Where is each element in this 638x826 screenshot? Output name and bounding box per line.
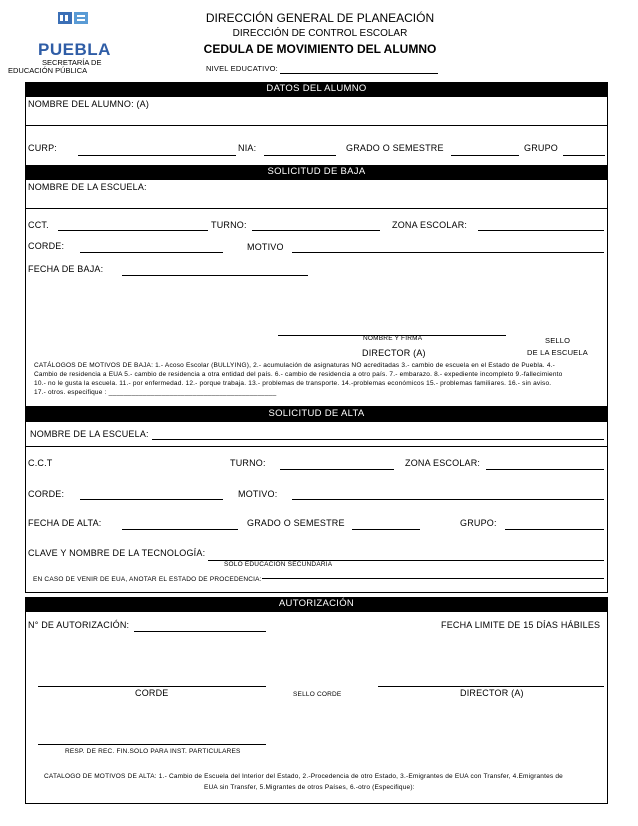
baja-corde-label: CORDE: xyxy=(28,241,65,251)
datos-alumno-bar: DATOS DEL ALUMNO xyxy=(25,82,608,96)
alta-corde-field[interactable] xyxy=(80,499,223,500)
nombre-alumno-label: NOMBRE DEL ALUMNO: (A) xyxy=(28,99,150,109)
baja-motivo-label: MOTIVO xyxy=(247,242,284,252)
corde-firma-field[interactable] xyxy=(38,686,266,687)
alta-corde-label: CORDE: xyxy=(28,489,65,499)
sello-label: SELLO xyxy=(545,336,571,345)
alta-escuela-label: NOMBRE DE LA ESCUELA: xyxy=(30,429,149,439)
title-cedula: CEDULA DE MOVIMIENTO DEL ALUMNO xyxy=(203,42,437,56)
logo-sub2: EDUCACIÓN PÚBLICA xyxy=(8,66,88,75)
grado-label: GRADO O SEMESTRE xyxy=(346,143,444,153)
eua-label: EN CASO DE VENIR DE EUA, ANOTAR EL ESTADO DE PROCEDENCIA: xyxy=(33,576,262,583)
alta-fecha-field[interactable] xyxy=(122,529,238,530)
grupo-label: GRUPO xyxy=(524,143,559,153)
resp-rec-fin-label: RESP. DE REC. FIN.SOLO PARA INST. PARTICULARES xyxy=(65,748,241,755)
alta-escuela-field[interactable] xyxy=(152,439,604,440)
alta-grado-label: GRADO O SEMESTRE xyxy=(247,518,345,528)
grupo-field[interactable] xyxy=(563,155,605,156)
sep-logo xyxy=(8,6,128,74)
baja-motivo-field[interactable] xyxy=(292,252,604,253)
autorizacion-numero-label: N° DE AUTORIZACIÓN: xyxy=(28,620,130,630)
baja-zona-field[interactable] xyxy=(478,230,604,231)
logo-sub1: SECRETARÍA DE xyxy=(42,58,102,67)
alta-grupo-label: GRUPO: xyxy=(460,518,497,528)
alta-fecha-label: FECHA DE ALTA: xyxy=(28,518,102,528)
solo-secundaria-label: SOLO EDUCACIÓN SECUNDARIA xyxy=(224,561,333,568)
baja-fecha-label: FECHA DE BAJA: xyxy=(28,264,104,274)
title-planeacion: DIRECCIÓN GENERAL DE PLANEACIÓN xyxy=(205,11,435,25)
title-control-escolar: DIRECCIÓN DE CONTROL ESCOLAR xyxy=(232,28,408,39)
autorizacion-numero-field[interactable] xyxy=(134,631,266,632)
baja-cct-field[interactable] xyxy=(58,230,208,231)
baja-turno-label: TURNO: xyxy=(211,220,247,230)
catalogo-baja-line2: Cambio de residencia a EUA 5.- cambio de residencia a otra entidad del país. 6.- cambio de residencia a otro país. 7.- embarazo. 8.- expediente incompleto 9.-fallecimiento xyxy=(34,371,563,378)
alta-grado-field[interactable] xyxy=(352,529,420,530)
autorizacion-bar: AUTORIZACIÓN xyxy=(25,597,608,611)
resp-rec-fin-field[interactable] xyxy=(38,744,266,745)
alta-motivo-label: MOTIVO: xyxy=(238,489,278,499)
alta-motivo-field[interactable] xyxy=(292,499,604,500)
divider xyxy=(25,125,608,126)
director-auth-label: DIRECTOR (A) xyxy=(460,688,524,698)
catalogo-baja-line3: 10.- no le gusta la escuela. 11.- por enfermedad. 12.- porque trabaja. 13.- problemas de transporte. 14.-problemas económicos 15.- problemas familiares. 16.- sin aviso. xyxy=(34,380,552,387)
alta-zona-label: ZONA ESCOLAR: xyxy=(405,458,481,468)
fecha-limite-label: FECHA LIMITE DE 15 DÍAS HÁBILES xyxy=(441,620,601,630)
solicitud-alta-bar: SOLICITUD DE ALTA xyxy=(25,407,608,421)
curp-field[interactable] xyxy=(78,155,236,156)
catalogo-alta-line2: EUA sin Transfer, 5.Migrantes de otros Países, 6.-otro (Especifique): xyxy=(204,784,415,791)
tecnologia-label: CLAVE Y NOMBRE DE LA TECNOLOGÍA: xyxy=(28,548,206,558)
baja-fecha-field[interactable] xyxy=(122,275,308,276)
baja-director-label: DIRECTOR (A) xyxy=(362,348,426,358)
baja-corde-field[interactable] xyxy=(80,252,223,253)
logo-word: PUEBLA xyxy=(38,40,111,59)
nia-field[interactable] xyxy=(264,155,336,156)
nombre-firma-label: NOMBRE Y FIRMA xyxy=(363,335,423,342)
catalogo-alta-line1: CATALOGO DE MOTIVOS DE ALTA: 1.- Cambio de Escuela del Interior del Estado, 2.-Procedencia de otro Estado, 3.-Emigrantes de EUA con Transfer, 4.Emigrantes de xyxy=(44,773,564,780)
grado-field[interactable] xyxy=(451,155,519,156)
alta-turno-label: TURNO: xyxy=(230,458,266,468)
corde-firma-label: CORDE xyxy=(135,688,169,698)
nivel-educativo-field[interactable] xyxy=(280,73,438,74)
baja-cct-label: CCT. xyxy=(28,220,49,230)
alta-turno-field[interactable] xyxy=(280,469,394,470)
alta-zona-field[interactable] xyxy=(486,469,604,470)
divider xyxy=(25,446,608,447)
baja-turno-field[interactable] xyxy=(252,230,380,231)
logo-building-icon xyxy=(58,10,178,40)
sello-corde-label: SELLO CORDE xyxy=(293,691,342,698)
nia-label: NIA: xyxy=(238,143,257,153)
catalogo-baja-line4: 17.- otros. especifique : ____________________________________________ xyxy=(34,389,277,396)
divider xyxy=(25,208,608,209)
baja-escuela-label: NOMBRE DE LA ESCUELA: xyxy=(28,182,147,192)
sello-escuela-label: DE LA ESCUELA xyxy=(527,348,588,357)
alta-cct-label: C.C.T xyxy=(28,458,53,468)
nivel-educativo-label: NIVEL EDUCATIVO: xyxy=(206,64,278,73)
solicitud-baja-bar: SOLICITUD DE BAJA xyxy=(25,165,608,179)
baja-zona-label: ZONA ESCOLAR: xyxy=(392,220,468,230)
catalogo-baja-line1: CATÁLOGOS DE MOTIVOS DE BAJA: 1.- Acoso Escolar (BULLYING), 2.- acumulación de asignaturas NO acreditadas 3.- cambio de escuela en el Estado de Puebla. 4.- xyxy=(34,362,556,369)
eua-field[interactable] xyxy=(262,578,604,579)
curp-label: CURP: xyxy=(28,143,58,153)
alta-grupo-field[interactable] xyxy=(505,529,604,530)
director-auth-field[interactable] xyxy=(378,686,604,687)
